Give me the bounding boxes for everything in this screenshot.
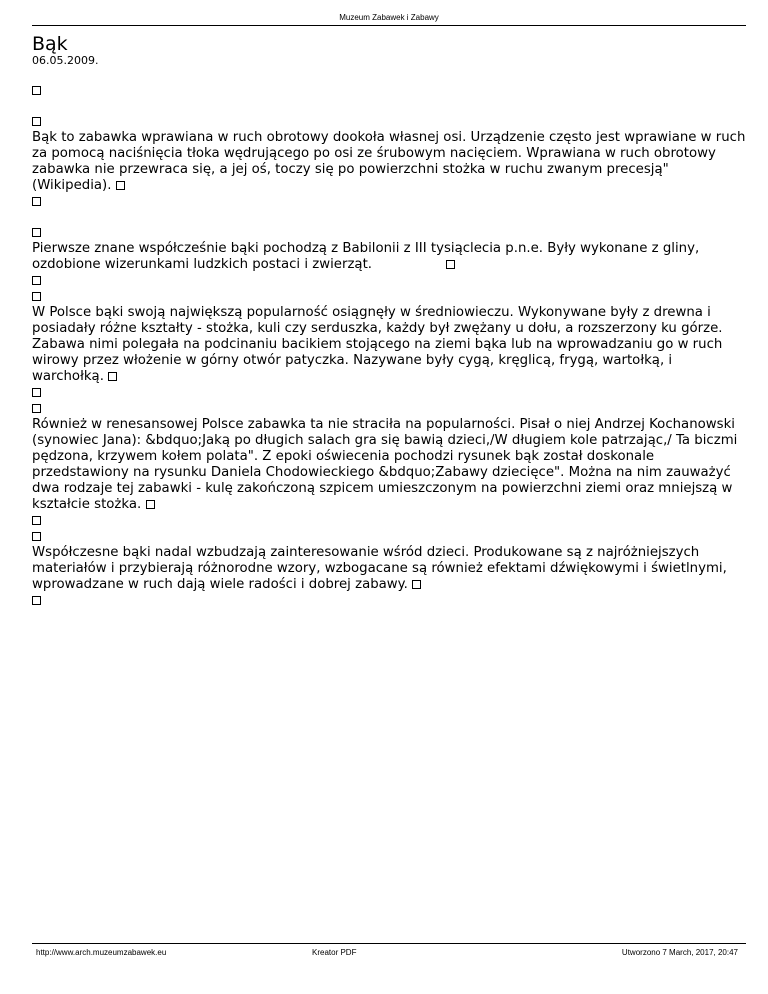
- placeholder-line: [32, 593, 746, 609]
- footer-created-date: Utworzono 7 March, 2017, 20:47: [621, 948, 738, 957]
- article-title: Bąk: [32, 33, 68, 55]
- article-paragraph: [32, 417, 746, 513]
- missing-glyph-icon: [32, 388, 41, 397]
- missing-glyph-icon: [32, 228, 41, 237]
- spacer: [32, 210, 746, 225]
- placeholder-line: [32, 194, 746, 210]
- missing-glyph-icon: [32, 532, 41, 541]
- placeholder-line: [32, 529, 746, 545]
- placeholder-line: [32, 385, 746, 401]
- placeholder-line: [32, 225, 746, 241]
- missing-glyph-icon: [32, 292, 41, 301]
- placeholder-line: [32, 401, 746, 417]
- missing-glyph-icon: [32, 197, 41, 206]
- missing-glyph-icon: [32, 117, 41, 126]
- paragraph-text: Pierwsze znane współcześnie bąki pochodzą z Babilonii z III tysiąclecia p.n.e. Były wykonane z gliny, ozdobione wizerunkami ludzkich postaci i zwierząt.: [32, 241, 700, 272]
- article-paragraph: [32, 241, 746, 273]
- footer-creator: Kreator PDF: [312, 948, 357, 957]
- placeholder-line: [32, 83, 746, 99]
- missing-glyph-icon: [32, 86, 41, 95]
- missing-glyph-icon: [146, 500, 155, 509]
- placeholder-line: [32, 289, 746, 305]
- missing-glyph-icon: [32, 516, 41, 525]
- article-body: [32, 83, 746, 609]
- placeholder-line: [32, 273, 746, 289]
- missing-glyph-icon: [108, 372, 117, 381]
- page-header-site-name: Muzeum Zabawek i Zabawy: [339, 13, 439, 22]
- paragraph-text: Współczesne bąki nadal wzbudzają zainteresowanie wśród dzieci. Produkowane są z najróżniejszych materiałów i przybierają różnorodne wzory, wzbogacane są również efektami dźwiękowymi i świetlnymi, wprowadzane w ruch dają wiele radości i dobrej zabawy.: [32, 545, 727, 592]
- header-divider: [32, 25, 746, 26]
- placeholder-line: [32, 114, 746, 130]
- missing-glyph-icon: [32, 404, 41, 413]
- article-paragraph: [32, 305, 746, 385]
- spacer: [32, 99, 746, 114]
- missing-glyph-icon: [412, 580, 421, 589]
- missing-glyph-icon: [446, 260, 455, 269]
- article-paragraph: [32, 545, 746, 593]
- paragraph-text: W Polsce bąki swoją największą popularność osiągnęły w średniowieczu. Wykonywane były z drewna i posiadały różne kształty - stożka, kuli czy serduszka, każdy był zwężany u dołu, a rozszerzony ku górze. Zabawa nimi polegała na podcinaniu bacikiem stojącego na ziemi bąka lub na wprowadzaniu go w ruch wirowy przez włożenie w górny otwór patyczka. Nazywane były cygą, kręglicą, frygą, wartołką, i warchołką.: [32, 305, 723, 384]
- article-paragraph: [32, 130, 746, 194]
- missing-glyph-icon: [116, 181, 125, 190]
- footer-divider: [32, 943, 746, 944]
- missing-glyph-icon: [32, 276, 41, 285]
- footer-url: http://www.arch.muzeumzabawek.eu: [36, 948, 167, 957]
- paragraph-text: Bąk to zabawka wprawiana w ruch obrotowy dookoła własnej osi. Urządzenie często jest wprawiane w ruch za pomocą naciśnięcia tłoka wędrującego po osi ze śrubowym nacięciem. Wprawiana w ruch obrotowy zabawka nie przewraca się, a jej oś, toczy się po powierzchni stożka w ruchu zwanym precesją" (Wikipedia).: [32, 130, 746, 193]
- missing-glyph-icon: [32, 596, 41, 605]
- article-date: 06.05.2009.: [32, 54, 99, 67]
- placeholder-line: [32, 513, 746, 529]
- paragraph-text: Również w renesansowej Polsce zabawka ta nie straciła na popularności. Pisał o niej Andrzej Kochanowski (synowiec Jana): &bdquo;Jaką po długich salach gra się bawią dzieci,/W długiem kole patrzając,/ Ta biczmi pędzona, krzywem kołem polata". Z epoki oświecenia pochodzi rysunek bąk został doskonale przedstawiony na rysunku Daniela Chodowieckiego &bdquo;Zabawy dziecięce". Można na nim zauważyć dwa rodzaje tej zabawki - kulę zakończoną szpicem umieszczonym na powierzchni ziemi oraz mniejszą w kształcie stożka.: [32, 417, 738, 512]
- article: [32, 34, 746, 609]
- page-footer: [32, 948, 746, 960]
